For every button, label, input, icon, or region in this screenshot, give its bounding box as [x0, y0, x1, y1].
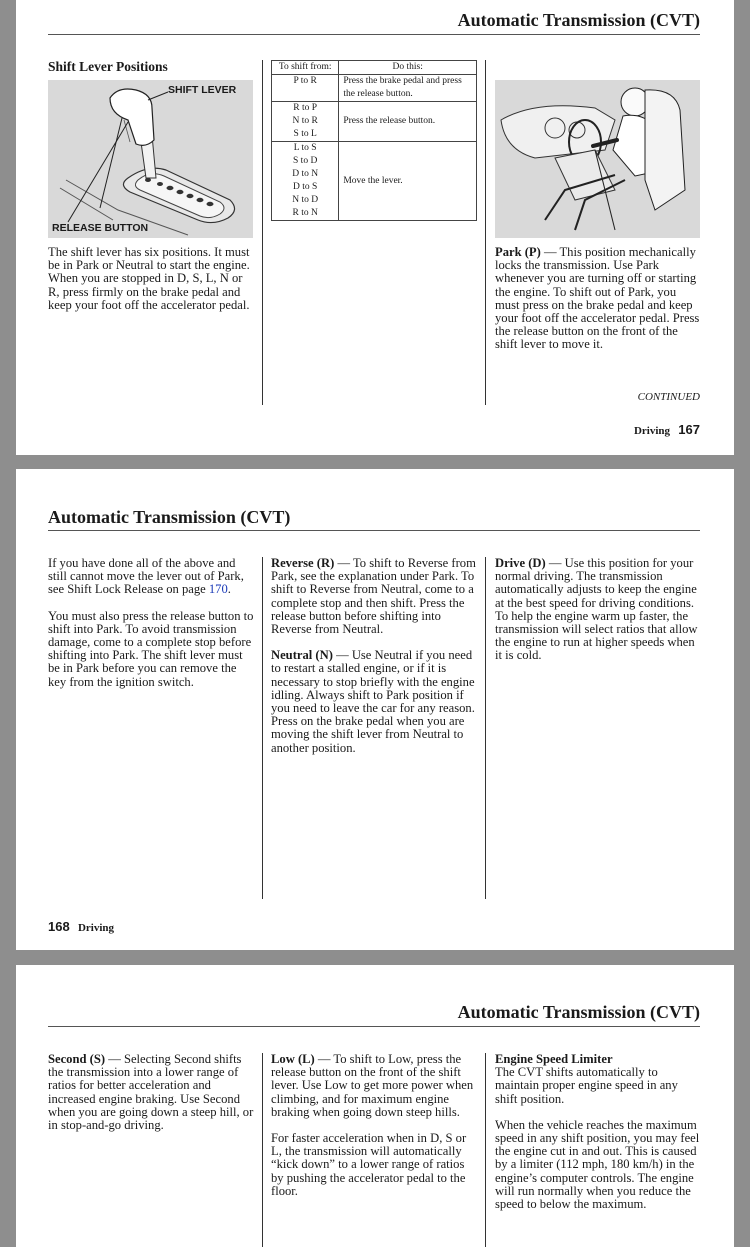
em-dash: — [108, 1052, 121, 1066]
left-column [48, 60, 253, 73]
column-divider [485, 557, 486, 899]
shift-lever-label: SHIFT LEVER [168, 84, 237, 96]
table-cell-do: Move the lever. [339, 142, 477, 221]
em-dash: — [337, 556, 351, 570]
table-cell-from: N to D [292, 195, 319, 205]
column-divider [485, 60, 486, 405]
drive-text: Use this position for your normal driving. The transmission automatically adjusts to keep the engine at the best speed for driving conditions. To help the engine warm up faster, the transmission will select ratios that allow the engine to run at higher speeds when it is cold. [495, 556, 698, 663]
park-paragraph [495, 246, 700, 365]
footer-section: Driving [77, 922, 115, 934]
right-column [495, 1053, 701, 1224]
footer-section: Driving [633, 425, 671, 437]
middle-column [271, 1053, 477, 1211]
page-header: Automatic Transmission (CVT) [457, 10, 700, 30]
em-dash: — [548, 556, 562, 570]
table-cell-do: Press the release button. [339, 102, 477, 142]
page-header: Automatic Transmission (CVT) [457, 1002, 700, 1022]
intro-text: The shift lever has six positions. It must be in Park or Neutral to start the engine. When you are stopped in D, S, L, N or R, press firmly on the brake pedal and keep your foot off the accelerator pedal. [48, 245, 250, 312]
left-column: If you have done all of the above and still cannot move the lever out of Park, see Shift Lock Release on page 170. You must also press the release button to shift into Park. To avoid transmission damage, come to a complete stop before shifting into Park. The shift lever must be in Park before you can remove the key from the ignition switch. [48, 556, 254, 689]
table-cell-from: L to S [293, 143, 317, 153]
header-rule [48, 530, 700, 531]
neutral-text: Use Neutral if you need to restart a stalled engine, or if it is necessary to stop briefly with the engine idling. Always shift to Park position if you need to leave the car for any reason. Press on the brake pedal when you are moving the shift lever from Neutral to another position. [271, 648, 475, 755]
table-cell-do: Press the brake pedal and press the release button. [339, 75, 477, 102]
column-divider [262, 1053, 263, 1247]
table-cell-from: P to R [293, 76, 317, 86]
page-footer [634, 422, 700, 437]
table-row [272, 75, 477, 102]
reverse-term: Reverse (R) [271, 556, 335, 570]
second-text: Selecting Second shifts the transmission into a lower range of ratios for better acceleration and increased engine braking. Use Second when you are going down a steep hill, or in stop-and-go driving. [48, 1052, 254, 1133]
manual-page-169 [16, 965, 734, 1247]
continued-label: CONTINUED [637, 391, 700, 403]
table-cell-from: S to D [293, 156, 318, 166]
page-link[interactable]: 170 [208, 582, 228, 597]
low-term: Low (L) [271, 1052, 315, 1066]
kickdown-text: For faster acceleration when in D, S or L, the transmission will automatically “kick down” to a lower range of ratios by pushing the accelerator pedal to the floor. [271, 1131, 467, 1198]
drive-term: Drive (D) [495, 556, 546, 570]
right-column [495, 557, 701, 676]
column-divider [485, 1053, 486, 1247]
table-cell-from: D to N [292, 169, 319, 179]
limiter-text-2: When the vehicle reaches the maximum speed in any shift position, you may feel the engine cut in and out. This is caused by a limiter (112 mph, 180 km/h) in the engine’s computer controls. The engine will run normally when you reduce the speed to below the maximum. [495, 1117, 700, 1212]
park-term: Park (P) [495, 245, 541, 259]
low-text: To shift to Low, press the release button on the front of the shift lever. Use Low to get more power when climbing, and for maximum engine braking when going down steep hills. [271, 1052, 474, 1119]
driver-illustration [495, 80, 700, 238]
table-row [272, 142, 477, 221]
manual-page-168 [16, 469, 734, 950]
table-header-from: To shift from: [272, 61, 339, 75]
intro-paragraph [48, 246, 253, 325]
table-cell-from: S to L [293, 129, 317, 139]
em-dash: — [543, 245, 557, 259]
limiter-title: Engine Speed Limiter [495, 1052, 613, 1066]
page-footer [48, 919, 114, 934]
release-button-label: RELEASE BUTTON [52, 222, 149, 234]
table-cell-from: R to P [293, 103, 318, 113]
column-divider [262, 557, 263, 899]
para2-text: You must also press the release button to shift into Park. To avoid transmission damage, come to a complete stop before shifting into Park. The shift lever must be in Park before you can remove the key from the ignition switch. [48, 608, 254, 689]
em-dash: — [317, 1052, 331, 1066]
column-divider [262, 60, 263, 405]
table-cell-from: D to S [293, 182, 318, 192]
table-header-do: Do this: [339, 61, 477, 75]
section-title: Shift Lever Positions [48, 59, 168, 74]
page-number: 167 [678, 422, 700, 437]
shift-table [271, 60, 477, 221]
page-number: 168 [48, 919, 70, 934]
neutral-term: Neutral (N) [271, 648, 333, 663]
limiter-text-1: The CVT shifts automatically to maintain proper engine speed in any shift position. [495, 1065, 678, 1106]
em-dash: — [336, 648, 349, 663]
middle-column [271, 557, 477, 768]
manual-page-167 [16, 0, 734, 455]
driver-figure [495, 80, 700, 238]
page-header: Automatic Transmission (CVT) [48, 507, 291, 527]
table-row [272, 102, 477, 142]
second-term: Second (S) [48, 1052, 106, 1066]
para1-text: If you have done all of the above and still cannot move the lever out of Park, see Shift Lock Release on page [48, 556, 244, 597]
header-rule [48, 34, 700, 35]
header-rule [48, 1026, 700, 1027]
table-cell-from: R to N [292, 208, 318, 218]
reverse-text: To shift to Reverse from Park, see the explanation under Park. To shift to Reverse from Neutral, come to a complete stop and then shift. Press the release button before shifting into Reverse from Neutral. [271, 556, 476, 637]
shift-lever-figure [48, 80, 253, 238]
shift-lever-illustration [48, 80, 253, 238]
table-cell-from: N to R [292, 116, 318, 126]
park-text: This position mechanically locks the transmission. Use Park whenever you are turning off or starting the engine. To shift out of Park, you must press on the brake pedal and keep your foot off the accelerator pedal. Press the release button on the front of the shift lever to move it. [495, 245, 700, 352]
left-column [48, 1053, 254, 1145]
